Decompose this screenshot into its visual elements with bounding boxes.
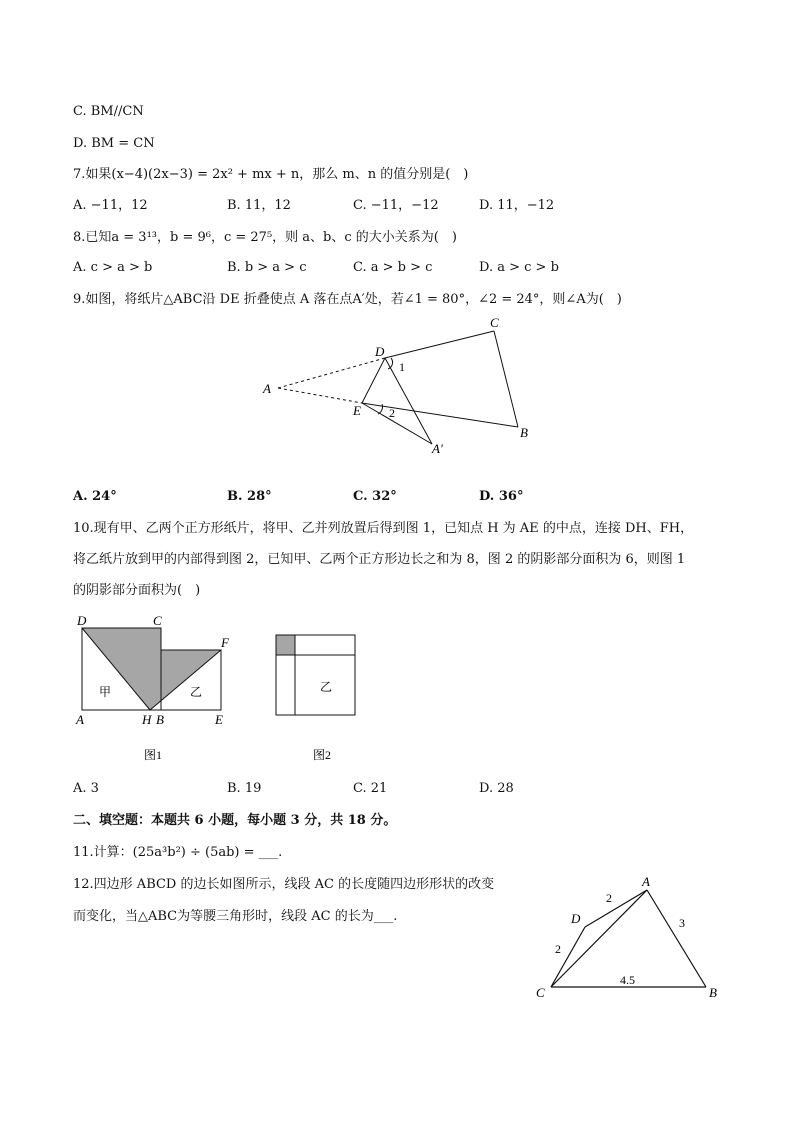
q9-label-a-prime: A′ <box>432 441 443 456</box>
q10-stem-line1: 10.现有甲、乙两个正方形纸片，将甲、乙并列放置后得到图 1，已知点 H 为 AE 的中点，连接 DH、FH， <box>73 521 694 536</box>
q8-option-a: A. c > a > b <box>73 260 153 275</box>
q10-fig1-label-jia: 甲 <box>99 685 112 699</box>
q9-option-c: C. 32° <box>353 489 397 504</box>
q10-fig1-label-yi: 乙 <box>190 685 203 699</box>
q11-stem: 11.计算：(25a³b²) ÷ (5ab) = ___. <box>73 845 283 860</box>
q12-side-ad: 2 <box>606 891 612 905</box>
q10-fig1-label-c: C <box>153 613 162 628</box>
q9-stem: 9.如图，将纸片△ABC沿 DE 折叠使点 A 落在点A′处，若∠1 = 80°，∠2 = 24°，则∠A为( ) <box>73 292 622 307</box>
q12-side-ab: 3 <box>679 916 685 930</box>
section-2-heading: 二、填空题：本题共 6 小题，每小题 3 分，共 18 分。 <box>73 813 397 828</box>
q10-caption-2: 图2 <box>313 748 332 762</box>
q9-label-b: B <box>520 425 528 440</box>
q10-option-a: A. 3 <box>73 781 99 796</box>
q10-fig1-label-b: B <box>156 712 164 727</box>
q10-stem-line3: 的阴影部分面积为( ) <box>73 583 201 598</box>
q9-label-a: A <box>263 381 271 396</box>
q8-option-c: C. a > b > c <box>353 260 433 275</box>
q9-option-d: D. 36° <box>479 489 524 504</box>
q7-option-c: C. −11，−12 <box>353 198 439 213</box>
q9-label-c: C <box>490 315 499 330</box>
q10-option-c: C. 21 <box>353 781 388 796</box>
q7-option-d: D. 11，−12 <box>479 198 555 213</box>
q12-label-a: A <box>642 874 650 889</box>
q12-side-cb: 4.5 <box>620 973 635 987</box>
q9-label-d: D <box>375 344 385 359</box>
q10-caption-1: 图1 <box>144 748 163 762</box>
q6-option-d: D. BM = CN <box>73 136 155 151</box>
q7-option-a: A. −11，12 <box>73 198 148 213</box>
q9-angle-2: 2 <box>389 406 395 420</box>
q9-angle-1: 1 <box>399 360 405 374</box>
q10-fig1-label-a: A <box>76 712 84 727</box>
q10-fig2-label-yi: 乙 <box>320 680 333 694</box>
q10-option-b: B. 19 <box>227 781 262 796</box>
q12-label-b: B <box>709 985 717 1000</box>
q9-option-b: B. 28° <box>227 489 272 504</box>
q7-stem: 7.如果(x−4)(2x−3) = 2x² + mx + n，那么 m、n 的值分别是( ) <box>73 167 469 182</box>
q10-fig1-label-f: F <box>221 635 229 650</box>
q12-stem-line2: 而变化，当△ABC为等腰三角形时，线段 AC 的长为___. <box>73 909 398 924</box>
q10-stem-line2: 将乙纸片放到甲的内部得到图 2，已知甲、乙两个正方形边长之和为 8，图 2 的阴影部分面积为 6，则图 1 <box>73 552 686 567</box>
q10-option-d: D. 28 <box>479 781 514 796</box>
q8-stem: 8.已知a = 3¹³，b = 9⁶，c = 27⁵，则 a、b、c 的大小关系为( ) <box>73 230 457 245</box>
q10-fig1-label-d: D <box>77 613 87 628</box>
q12-label-c: C <box>536 985 545 1000</box>
q6-option-c: C. BM//CN <box>73 104 144 119</box>
q10-fig1-label-e: E <box>215 712 223 727</box>
q12-label-d: D <box>571 911 581 926</box>
q12-side-dc: 2 <box>555 942 561 956</box>
q12-stem-line1: 12.四边形 ABCD 的边长如图所示，线段 AC 的长度随四边形形状的改变 <box>73 877 495 892</box>
q9-option-a: A. 24° <box>73 489 117 504</box>
q8-option-d: D. a > c > b <box>479 260 559 275</box>
q7-option-b: B. 11，12 <box>227 198 291 213</box>
q9-label-e: E <box>353 403 361 418</box>
q10-fig1-label-h: H <box>142 712 152 727</box>
q8-option-b: B. b > a > c <box>227 260 307 275</box>
